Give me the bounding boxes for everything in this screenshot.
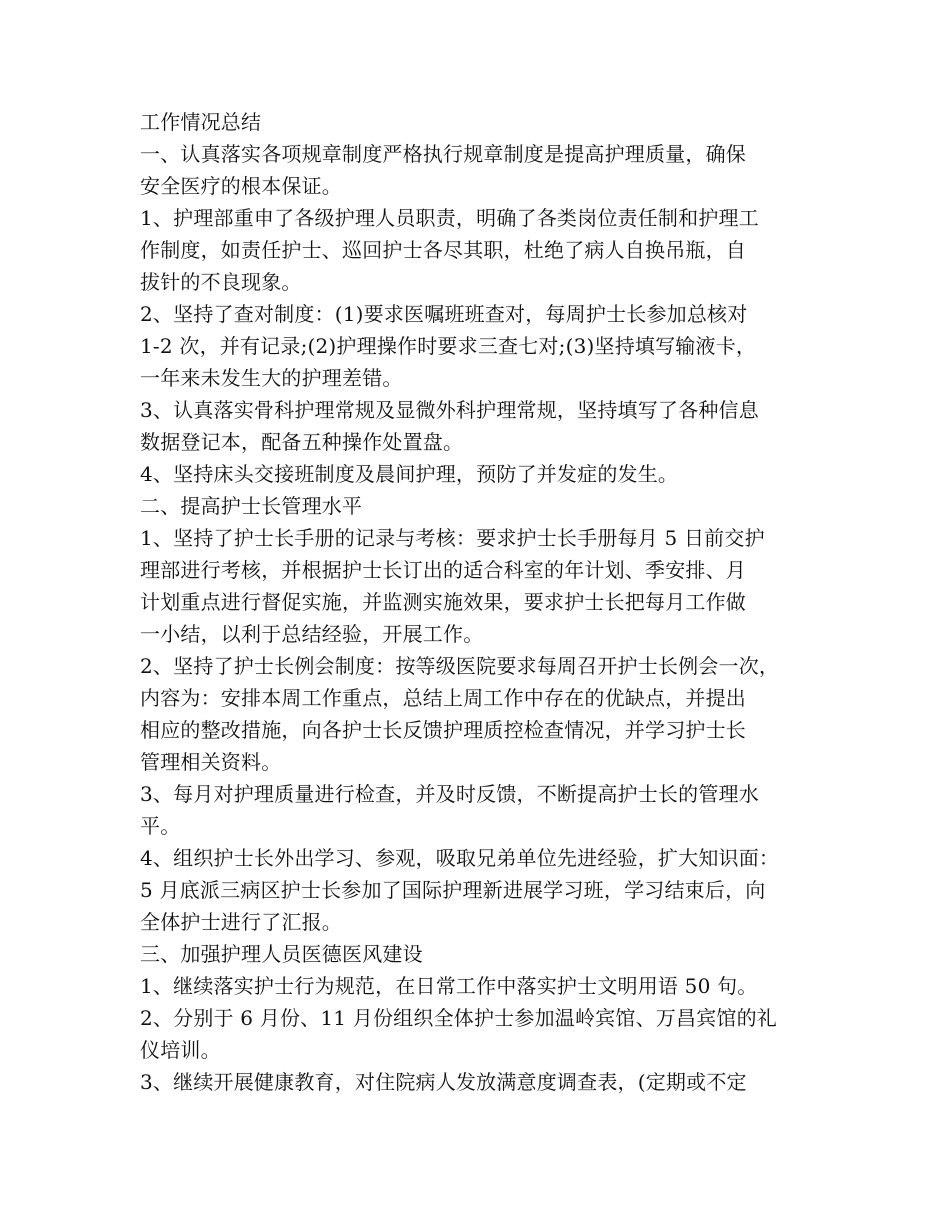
document-body xyxy=(140,106,830,1098)
text-line: 1-2 次，并有记录;(2)护理操作时要求三查七对;(3)坚持填写输液卡， xyxy=(140,334,757,358)
text-line: 2、坚持了查对制度：(1)要求医嘱班班查对，每周护士长参加总核对 xyxy=(140,302,748,326)
text-line: 平。 xyxy=(140,814,181,838)
text-line: 拔针的不良现象。 xyxy=(140,270,302,294)
text-line: 2、坚持了护士长例会制度：按等级医院要求每周召开护士长例会一次， xyxy=(140,654,780,678)
text-line: 管理相关资料。 xyxy=(140,750,282,774)
text-line: 1、坚持了护士长手册的记录与考核：要求护士长手册每月 5 日前交护 xyxy=(140,526,765,550)
text-line: 4、坚持床头交接班制度及晨间护理，预防了并发症的发生。 xyxy=(140,462,679,486)
document-title: 工作情况总结 xyxy=(140,110,262,134)
text-line: 安全医疗的根本保证。 xyxy=(140,174,342,198)
text-line: 一年来未发生大的护理差错。 xyxy=(140,366,403,390)
section-heading-2: 二、提高护士长管理水平 xyxy=(140,494,363,518)
text-line: 1、护理部重申了各级护理人员职责，明确了各类岗位责任制和护理工 xyxy=(140,206,759,230)
text-line: 计划重点进行督促实施，并监测实施效果，要求护士长把每月工作做 xyxy=(140,590,746,614)
text-line: 1、继续落实护士行为规范，在日常工作中落实护士文明用语 50 句。 xyxy=(140,974,758,998)
text-line: 内容为：安排本周工作重点，总结上周工作中存在的优缺点，并提出 xyxy=(140,686,746,710)
text-line: 一小结，以利于总结经验，开展工作。 xyxy=(140,622,484,646)
text-line: 仪培训。 xyxy=(140,1038,221,1062)
text-line: 4、组织护士长外出学习、参观，吸取兄弟单位先进经验，扩大知识面： xyxy=(140,846,780,870)
text-line: 3、认真落实骨科护理常规及显微外科护理常规，坚持填写了各种信息 xyxy=(140,398,759,422)
text-line: 3、继续开展健康教育，对住院病人发放满意度调查表，(定期或不定 xyxy=(140,1070,747,1094)
text-line: 相应的整改措施，向各护士长反馈护理质控检查情况，并学习护士长 xyxy=(140,718,746,742)
section-heading-1: 一、认真落实各项规章制度严格执行规章制度是提高护理质量，确保 xyxy=(140,142,746,166)
text-line: 2、分别于 6 月份、11 月份组织全体护士参加温岭宾馆、万昌宾馆的礼 xyxy=(140,1006,777,1030)
text-line: 全体护士进行了汇报。 xyxy=(140,910,342,934)
text-line: 数据登记本，配备五种操作处置盘。 xyxy=(140,430,464,454)
section-heading-3: 三、加强护理人员医德医风建设 xyxy=(140,942,423,966)
text-line: 理部进行考核，并根据护士长订出的适合科室的年计划、季安排、月 xyxy=(140,558,746,582)
text-line: 作制度，如责任护士、巡回护士各尽其职，杜绝了病人自换吊瓶，自 xyxy=(140,238,746,262)
text-line: 3、每月对护理质量进行检查，并及时反馈，不断提高护士长的管理水 xyxy=(140,782,759,806)
text-line: 5 月底派三病区护士长参加了国际护理新进展学习班，学习结束后，向 xyxy=(140,878,766,902)
